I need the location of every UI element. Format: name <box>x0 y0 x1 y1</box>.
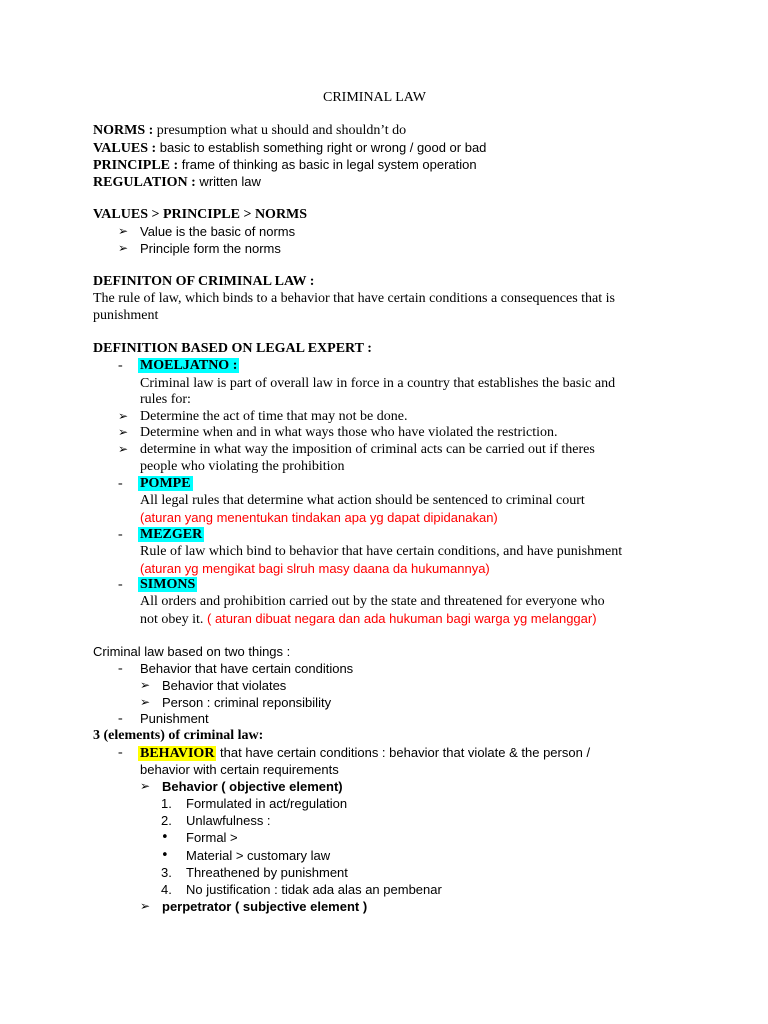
list-item: Unlawfulness : <box>186 813 271 828</box>
expert-translation: (aturan yg mengikat bagi slruh masy daana da hukumannya) <box>140 561 490 576</box>
elements-heading: 3 (elements) of criminal law: <box>93 728 264 743</box>
hierarchy-point <box>118 240 128 257</box>
glossary-regulation <box>93 173 261 191</box>
glossary-term: PRINCIPLE : <box>93 158 179 173</box>
list-marker: 3. <box>161 865 172 880</box>
list-item: No justification : tidak ada alas an pembenar <box>186 882 442 897</box>
objective-element: Behavior ( objective element) <box>162 779 343 794</box>
arrow-bullet-icon: ➢ <box>140 678 151 692</box>
glossary-def: presumption what u should and shouldn’t do <box>153 123 407 138</box>
dash-marker: - <box>118 745 123 760</box>
expert-text: Rule of law which bind to behavior that have certain conditions, and have punishment <box>140 544 623 559</box>
two-things-heading: Criminal law based on two things : <box>93 644 291 659</box>
list-item: Material > customary law <box>186 848 331 863</box>
arrow-bullet-icon: ➢ <box>140 899 151 913</box>
definition-heading: DEFINITON OF CRIMINAL LAW : <box>93 274 315 289</box>
arrow-bullet-icon: ➢ <box>140 695 151 709</box>
definition-text: The rule of law, which binds to a behavior that have certain conditions a consequences that is <box>93 291 615 306</box>
list-item: Formal > <box>186 830 238 845</box>
expert-text: All orders and prohibition carried out by the state and threatened for everyone who <box>140 594 605 609</box>
definition-text: punishment <box>93 308 159 323</box>
arrow-bullet-icon: ➢ <box>118 409 129 423</box>
expert-simons: SIMONS <box>140 577 196 592</box>
hierarchy-heading: VALUES > PRINCIPLE > NORMS <box>93 207 308 222</box>
dash-marker: - <box>118 476 123 491</box>
glossary-norms <box>93 122 406 139</box>
glossary-term: NORMS : <box>93 123 154 138</box>
arrow-bullet-icon: ➢ <box>118 241 129 255</box>
expert-text: Criminal law is part of overall law in force in a country that establishes the basic and <box>140 376 616 391</box>
glossary-def: frame of thinking as basic in legal system operation <box>178 157 477 172</box>
page-title: CRIMINAL LAW <box>323 90 426 105</box>
bullet-icon: • <box>161 830 169 845</box>
dash-marker: - <box>118 711 123 726</box>
hierarchy-point-text: Value is the basic of norms <box>140 224 296 239</box>
expert-point: people who violating the prohibition <box>140 459 345 474</box>
behavior-line: BEHAVIOR that have certain conditions : behavior that violate & the person / <box>140 745 591 761</box>
list-marker: 1. <box>161 796 172 811</box>
dash-marker: - <box>118 527 123 542</box>
two-things-item: Behavior that have certain conditions <box>140 661 354 676</box>
behavior-label: BEHAVIOR <box>140 746 215 761</box>
expert-point: Determine the act of time that may not be done. <box>140 409 408 424</box>
glossary-term: REGULATION : <box>93 175 196 190</box>
behavior-text: behavior with certain requirements <box>140 762 339 777</box>
glossary-values <box>93 139 486 157</box>
expert-text: not obey it. ( aturan dibuat negara dan ada hukuman bagi warga yg melanggar) <box>140 611 597 627</box>
dash-marker: - <box>118 661 123 676</box>
expert-translation: ( aturan dibuat negara dan ada hukuman bagi warga yg melanggar) <box>203 611 597 626</box>
bullet-icon: • <box>161 848 169 863</box>
glossary-term: VALUES : <box>93 141 157 156</box>
arrow-bullet-icon: ➢ <box>118 425 129 439</box>
list-item: Threathened by punishment <box>186 865 348 880</box>
expert-text: rules for: <box>140 392 191 407</box>
list-marker: 4. <box>161 882 172 897</box>
hierarchy-point-text: Principle form the norms <box>140 241 281 256</box>
two-things-sub: Behavior that violates <box>162 678 287 693</box>
list-item: Formulated in act/regulation <box>186 796 348 811</box>
experts-heading: DEFINITION BASED ON LEGAL EXPERT : <box>93 341 372 356</box>
expert-point: determine in what way the imposition of criminal acts can be carried out if theres <box>140 442 595 457</box>
dash-marker: - <box>118 358 123 373</box>
arrow-bullet-icon: ➢ <box>118 442 129 456</box>
arrow-bullet-icon: ➢ <box>118 224 129 238</box>
list-marker: 2. <box>161 813 172 828</box>
expert-moeljatno: MOELJATNO : <box>140 358 238 373</box>
expert-translation: (aturan yang menentukan tindakan apa yg dapat dipidanakan) <box>140 510 498 525</box>
subjective-element: perpetrator ( subjective element ) <box>162 899 368 914</box>
glossary-def: written law <box>195 174 261 189</box>
glossary-def: basic to establish something right or wrong / good or bad <box>156 140 487 155</box>
two-things-sub: Person : criminal reponsibility <box>162 695 332 710</box>
two-things-item: Punishment <box>140 711 209 726</box>
expert-point: Determine when and in what ways those who have violated the restriction. <box>140 425 558 440</box>
expert-mezger: MEZGER <box>140 527 203 542</box>
expert-pompe: POMPE <box>140 476 191 491</box>
glossary-principle <box>93 156 477 174</box>
arrow-bullet-icon: ➢ <box>140 779 151 793</box>
dash-marker: - <box>118 577 123 592</box>
hierarchy-point <box>118 223 128 240</box>
expert-text: All legal rules that determine what action should be sentenced to criminal court <box>140 493 585 508</box>
